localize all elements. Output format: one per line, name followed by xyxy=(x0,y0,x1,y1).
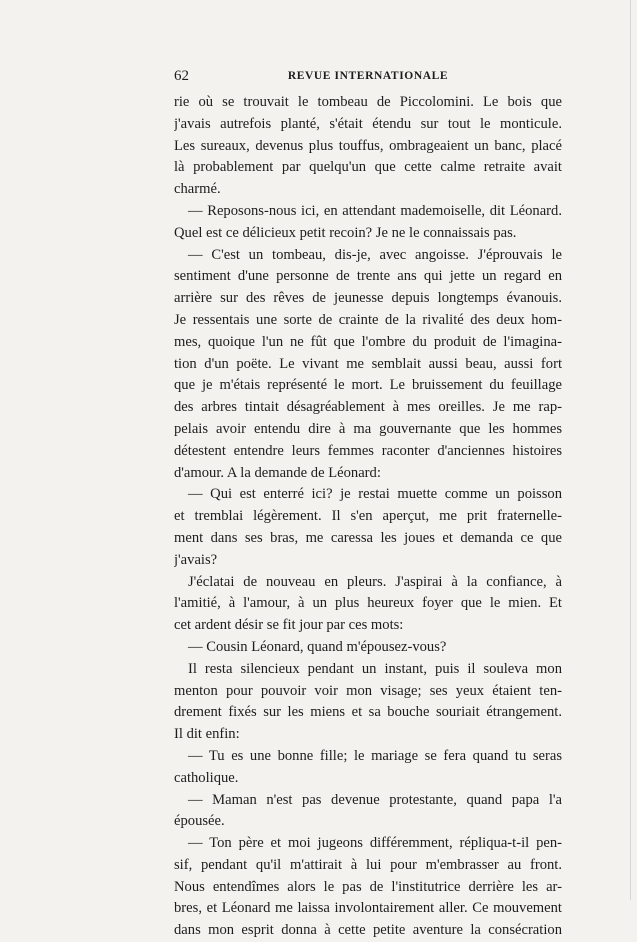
text-line: rie où se trouvait le tombeau de Piccolomini. Le bois que xyxy=(174,94,562,110)
text-line: J'éclatai de nouveau en pleurs. J'aspirai à la confiance, à xyxy=(188,573,562,590)
text-line: — Maman n'est pas devenue protestante, quand papa l'a xyxy=(188,791,562,808)
text-line: l'amitié, à l'amour, à un plus heureux foyer que le mien. Et xyxy=(174,595,562,612)
text-line: Nous entendîmes alors le pas de l'institutrice derrière les ar- xyxy=(174,878,562,895)
text-line: des arbres tintait désagréablement à mes oreilles. Je me rap- xyxy=(174,399,562,416)
text-line: mes, quoique l'un ne fût que l'ombre du produit de l'imagina- xyxy=(174,333,562,350)
text-line: ment dans ses bras, me caressa les joues et demanda ce que xyxy=(174,529,562,546)
text-line: drement fixés sur les miens et sa bouche souriait étrangement. xyxy=(174,704,562,721)
page-number: 62 xyxy=(174,68,189,84)
page-header xyxy=(174,68,562,88)
text-line: Les sureaux, devenus plus touffus, ombrageaient un banc, placé xyxy=(174,137,562,154)
text-line: dans mon esprit donna à cette petite aventure la consécration xyxy=(174,922,562,939)
text-line: — C'est un tombeau, dis-je, avec angoisse. J'éprouvais le xyxy=(188,246,562,263)
text-line: charmé. xyxy=(174,181,221,198)
text-line: Il resta silencieux pendant un instant, puis il souleva mon xyxy=(188,660,562,677)
text-line: Je ressentais une sorte de crainte de la rivalité des deux hom- xyxy=(174,311,562,328)
body-text xyxy=(174,92,562,942)
page-edge xyxy=(630,0,631,900)
running-title: REVUE INTERNATIONALE xyxy=(287,70,449,82)
text-line: là probablement par quelqu'un que cette calme retraite avait xyxy=(174,159,562,176)
text-line: — Ton père et moi jugeons différemment, répliqua-t-il pen- xyxy=(188,835,562,852)
text-line: Il dit enfin: xyxy=(174,726,240,743)
text-line: que je m'étais représenté le mort. Le bruissement du feuillage xyxy=(174,377,562,394)
text-line: cet ardent désir se fit jour par ces mots: xyxy=(174,617,404,634)
text-line: Quel est ce délicieux petit recoin? Je ne le connaissais pas. xyxy=(174,224,517,241)
text-line: bres, et Léonard me laissa involontairement aller. Ce mouvement xyxy=(174,900,562,917)
text-line: arrière sur des rêves de jeunesse depuis longtemps évanouis. xyxy=(174,290,562,307)
text-line: pelais avoir entendu dire à ma gouvernante que les hommes xyxy=(174,420,562,437)
text-line: sif, pendant qu'il m'attirait à lui pour m'embrasser au front. xyxy=(174,856,562,873)
text-line: détestent entendre leurs femmes raconter d'anciennes histoires xyxy=(174,442,562,459)
text-line: catholique. xyxy=(174,769,239,786)
text-line: — Qui est enterré ici? je restai muette comme un poisson xyxy=(188,486,562,503)
text-line: j'avais? xyxy=(174,551,218,568)
text-line: sentiment d'une personne de trente ans qui jette un regard en xyxy=(174,268,562,285)
text-line: et tremblai légèrement. Il s'en aperçut, me prit fraternelle- xyxy=(174,508,562,525)
text-line: — Tu es une bonne fille; le mariage se fera quand tu seras xyxy=(188,747,562,764)
text-line: — Reposons-nous ici, en attendant mademoiselle, dit Léonard. xyxy=(188,202,562,219)
text-line: — Cousin Léonard, quand m'épousez-vous? xyxy=(188,638,447,655)
text-line: tion d'un poëte. Le vivant me semblait aussi beau, aussi fort xyxy=(174,355,562,372)
text-line: épousée. xyxy=(174,813,225,830)
text-line: menton pour pouvoir voir mon visage; ses yeux étaient ten- xyxy=(174,682,562,699)
text-line: d'amour. A la demande de Léonard: xyxy=(174,464,381,481)
text-line: j'avais autrefois planté, s'était étendu sur tout le monticule. xyxy=(174,115,562,132)
